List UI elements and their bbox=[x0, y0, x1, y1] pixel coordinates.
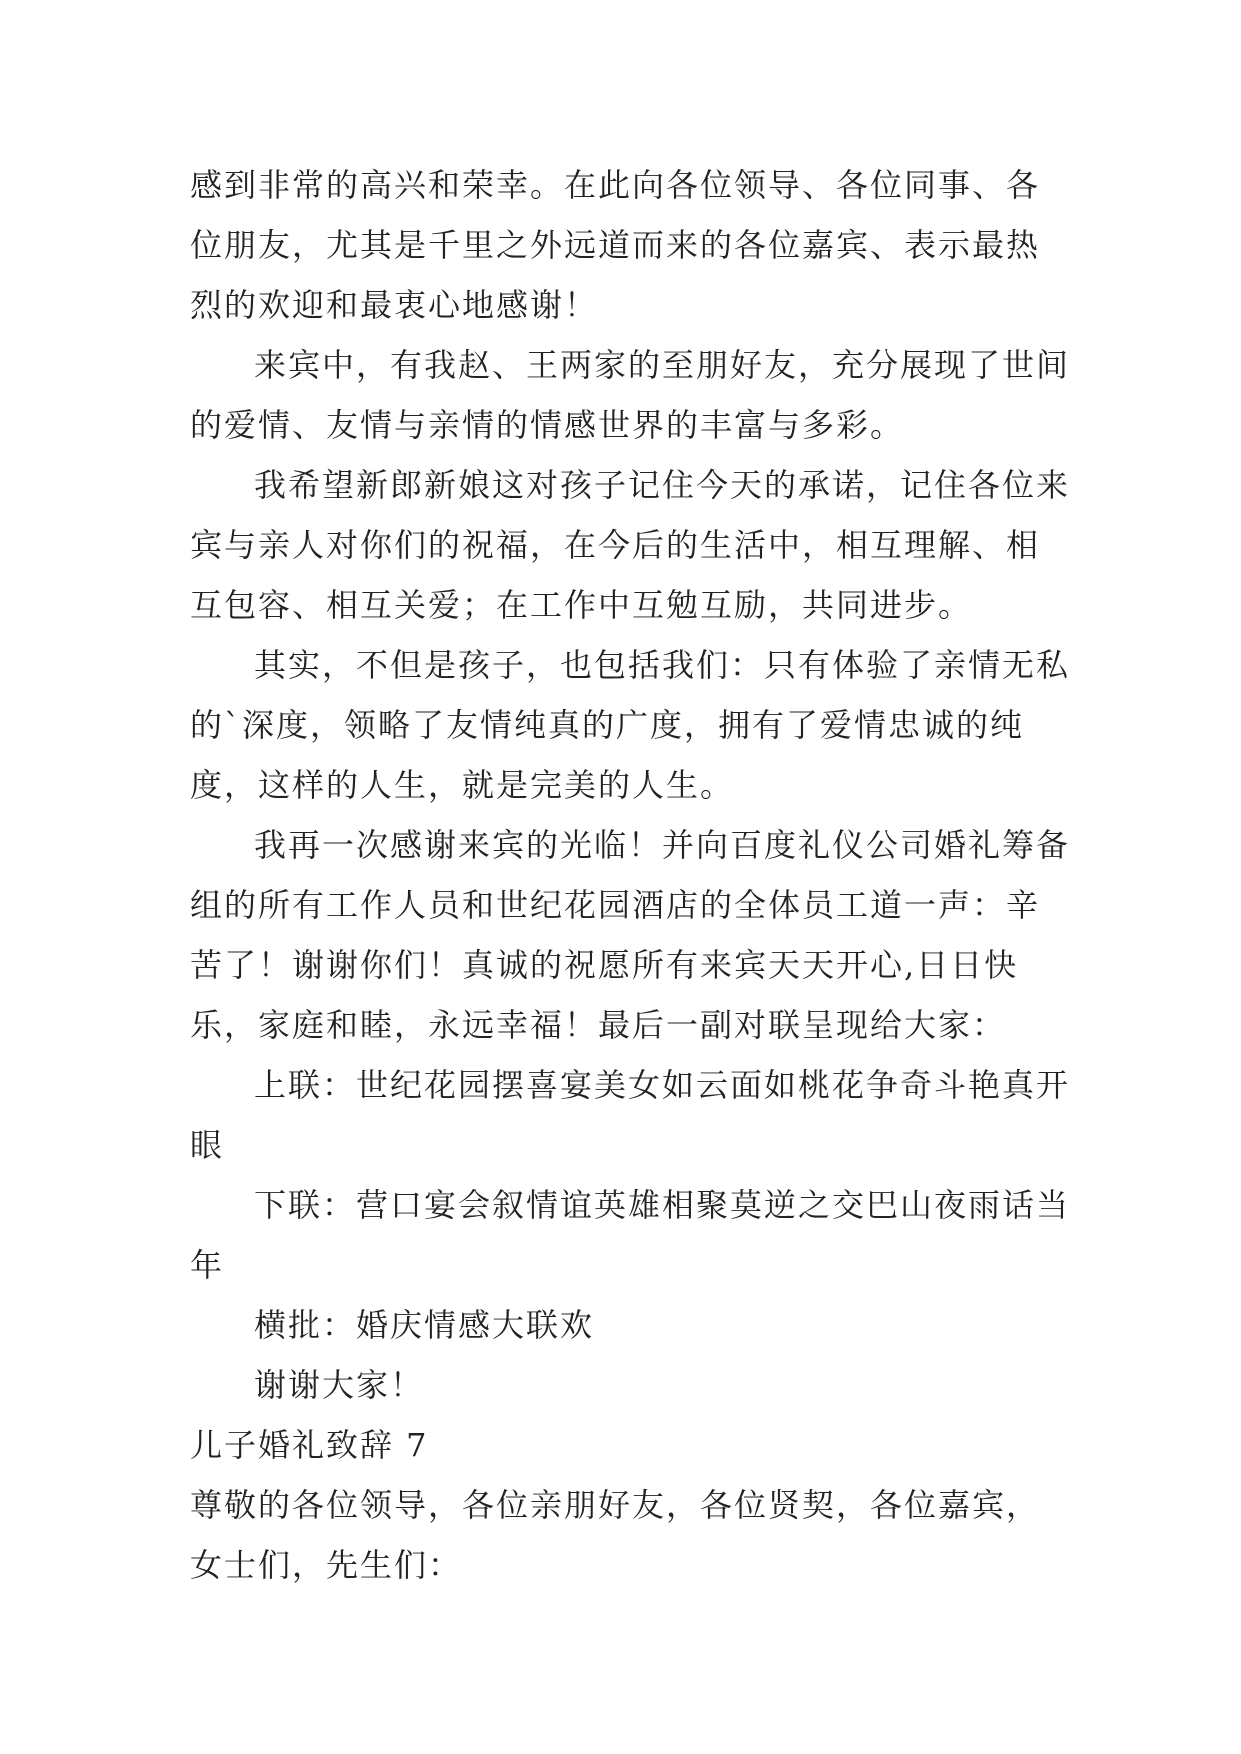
paragraph-wishes: 我希望新郎新娘这对孩子记住今天的承诺，记住各位来宾与亲人对你们的祝福，在今后的生活中，相互理解、相互包容、相互关爱；在工作中互勉互励，共同进步。 bbox=[190, 466, 1071, 624]
couplet-lower: 下联：营口宴会叙情谊英雄相聚莫逆之交巴山夜雨话当年 bbox=[190, 1186, 1071, 1284]
salutation: 尊敬的各位领导，各位亲朋好友，各位贤契，各位嘉宾，女士们，先生们： bbox=[190, 1486, 1041, 1584]
section-title: 儿子婚礼致辞 7 bbox=[190, 1426, 429, 1464]
paragraph-closing: 谢谢大家！ bbox=[254, 1366, 425, 1404]
document-body bbox=[190, 155, 1070, 1595]
paragraph-thanks: 我再一次感谢来宾的光临！并向百度礼仪公司婚礼筹备组的所有工作人员和世纪花园酒店的全体员工道一声：辛苦了！谢谢你们！真诚的祝愿所有来宾天天开心,日日快乐，家庭和睦，永远幸福！最后一副对联呈现给大家： bbox=[190, 826, 1071, 1044]
couplet-upper: 上联：世纪花园摆喜宴美女如云面如桃花争奇斗艳真开眼 bbox=[190, 1066, 1071, 1164]
paragraph-opening: 感到非常的高兴和荣幸。在此向各位领导、各位同事、各位朋友，尤其是千里之外远道而来的各位嘉宾、表示最热烈的欢迎和最衷心地感谢！ bbox=[190, 166, 1041, 324]
paragraph-guests: 来宾中，有我赵、王两家的至朋好友，充分展现了世间的爱情、友情与亲情的情感世界的丰富与多彩。 bbox=[190, 346, 1071, 444]
paragraph-life: 其实，不但是孩子，也包括我们：只有体验了亲情无私的`深度，领略了友情纯真的广度，拥有了爱情忠诚的纯度，这样的人生，就是完美的人生。 bbox=[190, 646, 1071, 804]
couplet-horizontal: 横批：婚庆情感大联欢 bbox=[254, 1306, 595, 1344]
